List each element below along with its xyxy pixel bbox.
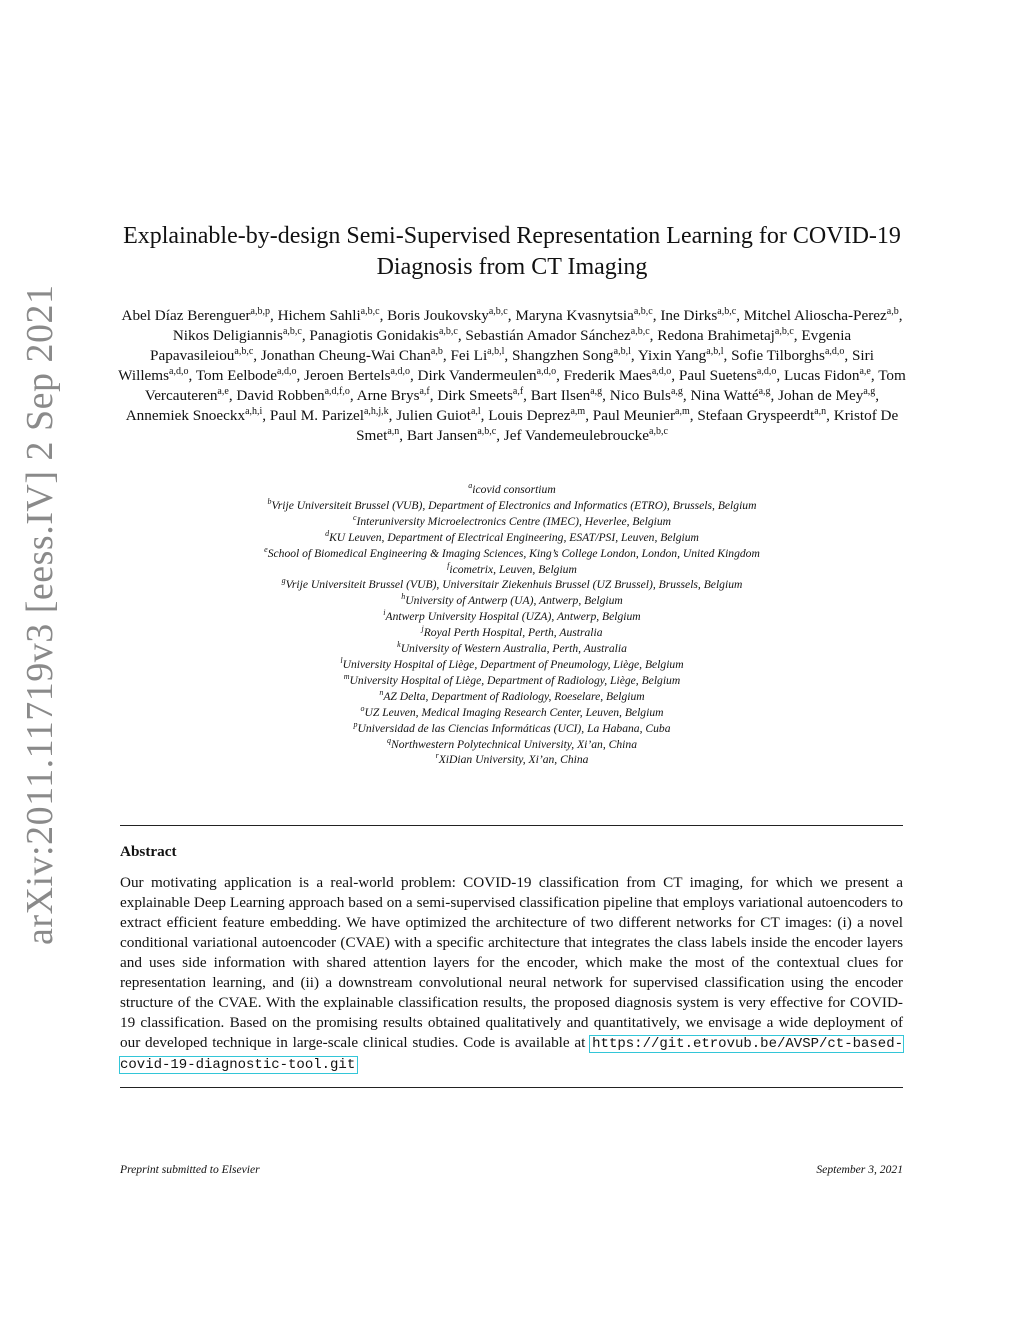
author-separator: , [602, 387, 610, 404]
affiliation-mark: e [264, 544, 268, 554]
affiliation-item [120, 689, 904, 705]
author-affiliation-marks: a,m [570, 405, 586, 417]
affiliation-text: AZ Delta, Department of Radiology, Roeselare, Belgium [383, 689, 645, 703]
title-line-1: Explainable-by-design Semi-Supervised Representation Learning for COVID-19 [123, 223, 901, 249]
author-affiliation-marks: a,b [430, 345, 443, 357]
author-affiliation-marks: a,d,o [536, 365, 557, 377]
affiliation-mark: f [447, 560, 450, 570]
author [437, 387, 530, 404]
author-separator: , [188, 367, 196, 384]
author-affiliation-marks: a,d,o [390, 365, 410, 377]
author-separator: , [379, 307, 388, 324]
author [278, 307, 388, 324]
author-separator: , [649, 327, 658, 344]
author-name: Lucas Fidon [783, 367, 860, 384]
author-affiliation-marks: a,b,c [774, 325, 794, 337]
affiliation-text: Interuniversity Microelectronics Centre (IMEC), Heverlee, Belgium [356, 514, 672, 528]
author-name: Bart Jansen [406, 427, 478, 444]
author-affiliation-marks: a,b,p [250, 305, 270, 317]
author-name: Hichem Sahli [277, 307, 361, 324]
author [697, 407, 833, 424]
affiliation-item [120, 546, 904, 562]
author-separator: , [457, 327, 466, 344]
author-name: Redona Brahimetaj [657, 327, 775, 344]
affiliation-item [120, 705, 904, 721]
affiliation-item [120, 625, 904, 641]
author-separator: , [585, 407, 593, 424]
author [784, 367, 878, 384]
abstract-body [120, 873, 903, 1075]
author [304, 367, 418, 384]
author-affiliation-marks: a,g [670, 385, 683, 397]
author-separator: , [736, 307, 744, 324]
code-repository-link[interactable]: https://git.etrovub.be/AVSP/ct-based-covid-19-diagnostic-tool.git [120, 1036, 904, 1073]
author [531, 387, 610, 404]
author-affiliation-marks: a,m [675, 405, 690, 417]
author-name: Julien Guiot [396, 407, 471, 424]
affiliation-mark: p [353, 719, 358, 729]
affiliation-mark: a [468, 481, 473, 491]
author-separator: , [262, 407, 270, 424]
affiliation-item [120, 482, 904, 498]
author-name: Ine Dirks [660, 307, 718, 324]
author-affiliation-marks: a,d,o [651, 365, 672, 377]
author [657, 327, 801, 344]
author-separator: , [870, 367, 879, 384]
author-name: Maryna Kvasnytsia [515, 307, 634, 324]
author [387, 307, 515, 324]
footer-preprint-note: Preprint submitted to Elsevier [120, 1163, 260, 1176]
author [121, 307, 277, 324]
title-line-2: Diagnosis from CT Imaging [376, 254, 648, 280]
author-affiliation-marks: a,e [859, 365, 871, 377]
affiliation-item [120, 641, 904, 657]
author-affiliation-marks: a,d,f,o [324, 385, 350, 397]
author-affiliation-marks: a,b,c [438, 325, 458, 337]
author-separator: , [349, 387, 357, 404]
author-separator: , [496, 427, 504, 444]
author-separator: , [228, 387, 237, 404]
author-affiliation-marks: a,b,l [487, 345, 505, 357]
author-separator: , [723, 347, 732, 364]
affiliation-mark: l [340, 656, 343, 666]
author-list [118, 306, 906, 446]
affiliation-text: University of Antwerp (UA), Antwerp, Belgium [405, 594, 623, 608]
affiliation-text: KU Leuven, Department of Electrical Engineering, ESAT/PSI, Leuven, Belgium [329, 530, 699, 544]
author-separator: , [296, 367, 305, 384]
author-name: David Robben [236, 387, 325, 404]
author-separator: , [507, 307, 516, 324]
affiliation-mark: r [435, 751, 439, 761]
affiliation-mark: g [281, 576, 286, 586]
author-name: Siri Willems [118, 347, 874, 384]
affiliation-text: icometrix, Leuven, Belgium [449, 562, 577, 576]
affiliation-mark: j [421, 624, 424, 634]
author [126, 407, 270, 424]
affiliation-item [120, 609, 904, 625]
author [744, 307, 903, 324]
abstract-bottom-rule [120, 1087, 903, 1088]
author [593, 407, 698, 424]
author-affiliation-marks: a,b,c [234, 345, 254, 357]
author-name: Jeroen Bertels [304, 367, 391, 384]
author [270, 407, 396, 424]
affiliation-item [120, 514, 904, 530]
author [173, 327, 310, 344]
affiliation-list [120, 482, 904, 768]
author [731, 347, 852, 364]
author [236, 387, 356, 404]
author-name: Nico Buls [609, 387, 671, 404]
author-name: Sofie Tilborghs [731, 347, 825, 364]
affiliation-mark: q [386, 735, 391, 745]
author-separator: , [770, 387, 779, 404]
abstract-top-rule [120, 825, 903, 826]
author [357, 387, 438, 404]
affiliation-text: icovid consortium [472, 483, 556, 496]
affiliation-mark: b [267, 497, 272, 507]
author [488, 407, 593, 424]
author-separator: , [793, 327, 802, 344]
affiliation-text: Vrije Universiteit Brussel (VUB), Department of Electronics and Informatics (ETRO), Brussels, Belgium [271, 498, 757, 512]
author-affiliation-marks: a,h,j,k [363, 405, 389, 417]
author-affiliation-marks: a,b,c [649, 425, 668, 437]
affiliation-mark: i [383, 608, 386, 618]
affiliation-text: Royal Perth Hospital, Perth, Australia [423, 626, 603, 640]
author-name: Shangzhen Song [511, 347, 614, 364]
author-affiliation-marks: a,b,c [630, 325, 650, 337]
affiliation-text: Northwestern Polytechnical University, Xi’an, China [390, 737, 637, 751]
author-separator: , [269, 307, 278, 324]
author [309, 327, 465, 344]
affiliation-text: Antwerp University Hospital (UZA), Antwerp, Belgium [385, 610, 641, 624]
author-name: Abel Díaz Berenguer [121, 307, 251, 324]
author [196, 367, 304, 384]
author-name: Tom Eelbode [195, 367, 277, 384]
author-name: Arne Brys [356, 387, 420, 404]
affiliation-item [120, 577, 904, 593]
author-name: Bart Ilsen [530, 387, 591, 404]
affiliation-item [120, 673, 904, 689]
author-separator: , [301, 327, 310, 344]
affiliation-text: Vrije Universiteit Brussel (VUB), Universitair Ziekenhuis Brussel (UZ Brussel), Brussels, Belgium [285, 578, 743, 592]
author-separator: , [388, 407, 397, 424]
author-separator: , [875, 387, 880, 404]
author-separator: , [630, 347, 638, 364]
author-affiliation-marks: a,b,c [282, 325, 302, 337]
author-affiliation-marks: a,b,c [717, 305, 737, 317]
author-separator: , [253, 347, 261, 364]
author-name: Boris Joukovsky [387, 307, 489, 324]
author-affiliation-marks: a,b,c [488, 305, 508, 317]
author-separator: , [682, 387, 691, 404]
author-affiliation-marks: a,d,o [169, 365, 189, 377]
affiliation-text: University Hospital of Liège, Department of Pneumology, Liège, Belgium [342, 657, 684, 671]
author-separator: , [844, 347, 852, 364]
author [512, 347, 638, 364]
affiliation-text: School of Biomedical Engineering & Imaging Sciences, King’s College London, London, United Kingdom [267, 546, 760, 560]
author-name: Johan de Mey [778, 387, 864, 404]
author-affiliation-marks: a,g [590, 385, 603, 397]
author [261, 347, 451, 364]
author-affiliation-marks: a,b,l [613, 345, 631, 357]
affiliation-mark: o [360, 703, 365, 713]
author-separator: , [826, 407, 834, 424]
author-affiliation-marks: a,h,i [245, 405, 263, 417]
author-separator: , [523, 387, 531, 404]
author [515, 307, 660, 324]
author-separator: , [409, 367, 418, 384]
affiliation-item [120, 721, 904, 737]
author-affiliation-marks: a,b,c [477, 425, 497, 437]
author-affiliation-marks: a,f [419, 385, 430, 397]
author-name: Evgenia Papavasileiou [150, 327, 852, 364]
author [407, 427, 504, 444]
arxiv-side-stamp: arXiv:2011.11719v3 [eess.IV] 2 Sep 2021 [19, 284, 61, 945]
author-separator: , [399, 427, 407, 444]
abstract-text: Our motivating application is a real-world problem: COVID-19 classification from CT imaging, for which we present a explainable Deep Learning approach based on a semi-supervised classification pipeline that employs variational autoencoders to extract efficient feature embedding. We have optimized the architecture of two different networks for CT images: (i) a novel conditional variational autoencoder (CVAE) with a specific architecture that integrates the class labels inside the encoder layers and uses side information with shared attention layers for the encoder, which make the most of the contextual clues for representation learning, and (ii) a downstream convolutional neural network for supervised classification using the encoder structure of the CVAE. With the explainable classification results, the proposed diagnosis system is very effective for COVID-19 classification. Based on the promising results obtained qualitatively and quantitatively, we envisage a wide deployment of our developed technique in large-scale clinical studies. Code is available at [120, 874, 903, 1051]
affiliation-item [120, 498, 904, 514]
author-affiliation-marks: a,b,c [633, 305, 653, 317]
affiliation-mark: m [343, 672, 350, 682]
author-affiliation-marks: a,b,c [360, 305, 380, 317]
author-affiliation-marks: a,b [886, 305, 899, 317]
author-name: Tom Vercauteren [144, 367, 906, 404]
author [778, 387, 879, 404]
author-separator: , [652, 307, 661, 324]
author-affiliation-marks: a,d,o [277, 365, 297, 377]
author [679, 367, 784, 384]
author-name: Paul M. Parizel [269, 407, 364, 424]
author-name: Mitchel Alioscha-Perez [743, 307, 887, 324]
author-name: Louis Deprez [488, 407, 571, 424]
author-name: Dirk Smeets [437, 387, 513, 404]
affiliation-text: University Hospital of Liège, Department of Radiology, Liège, Belgium [349, 673, 681, 687]
author-separator: , [898, 307, 903, 324]
affiliation-item [120, 737, 904, 753]
affiliation-text: Universidad de las Ciencias Informáticas (UCI), La Habana, Cuba [357, 721, 671, 735]
author-name: Jef Vandemeulebroucke [503, 427, 650, 444]
author-affiliation-marks: a,f [512, 385, 524, 397]
footer-date: September 3, 2021 [816, 1163, 903, 1176]
author-affiliation-marks: a,b,l [706, 345, 724, 357]
author [396, 407, 488, 424]
affiliation-mark: k [397, 640, 401, 650]
paper-title [110, 221, 914, 283]
affiliation-item [120, 530, 904, 546]
author-separator: , [689, 407, 698, 424]
affiliation-mark: n [379, 687, 384, 697]
author-separator: , [556, 367, 564, 384]
author-name: Sebastián Amador Sánchez [465, 327, 631, 344]
author [504, 427, 668, 444]
author-separator: , [504, 347, 512, 364]
author-affiliation-marks: a,g [758, 385, 771, 397]
author-name: Paul Meunier [592, 407, 676, 424]
author [610, 387, 691, 404]
author-affiliation-marks: a,l [470, 405, 481, 417]
author-name: Annemiek Snoeckx [125, 407, 246, 424]
author-name: Dirk Vandermeulen [417, 367, 537, 384]
author-separator: , [480, 407, 489, 424]
author [638, 347, 731, 364]
author-name: Paul Suetens [678, 367, 757, 384]
author-affiliation-marks: a,n [387, 425, 400, 437]
affiliation-mark: h [401, 592, 406, 602]
author-name: Frederik Maes [563, 367, 652, 384]
affiliation-text: UZ Leuven, Medical Imaging Research Center, Leuven, Belgium [364, 705, 664, 719]
affiliation-item [120, 593, 904, 609]
author-affiliation-marks: a,d,o [756, 365, 777, 377]
author [691, 387, 779, 404]
author [660, 307, 743, 324]
author-name: Stefaan Gryspeerdt [697, 407, 815, 424]
author-affiliation-marks: a,e [217, 385, 229, 397]
author [450, 347, 512, 364]
affiliation-mark: d [325, 528, 330, 538]
abstract-heading: Abstract [120, 843, 177, 860]
author-separator: , [442, 347, 451, 364]
affiliation-item [120, 752, 904, 768]
author-separator: , [776, 367, 784, 384]
author-affiliation-marks: a,n [814, 405, 827, 417]
author-name: Nikos Deligiannis [172, 327, 283, 344]
author [418, 367, 564, 384]
affiliation-mark: c [352, 512, 357, 522]
affiliation-item [120, 562, 904, 578]
affiliation-text: XiDian University, Xi’an, China [438, 753, 589, 767]
author-name: Jonathan Cheung-Wai Chan [260, 347, 431, 364]
author-separator: , [429, 387, 438, 404]
author-affiliation-marks: a,g [863, 385, 876, 397]
author [564, 367, 679, 384]
author-name: Fei Li [450, 347, 488, 364]
author [465, 327, 657, 344]
affiliation-text: University of Western Australia, Perth, Australia [400, 642, 627, 656]
affiliation-item [120, 657, 904, 673]
author-name: Panagiotis Gonidakis [309, 327, 439, 344]
author-separator: , [671, 367, 679, 384]
author-affiliation-marks: a,d,o [824, 345, 845, 357]
author-name: Kristof De Smet [356, 407, 899, 444]
author-name: Yixin Yang [637, 347, 707, 364]
author-name: Nina Watté [690, 387, 759, 404]
